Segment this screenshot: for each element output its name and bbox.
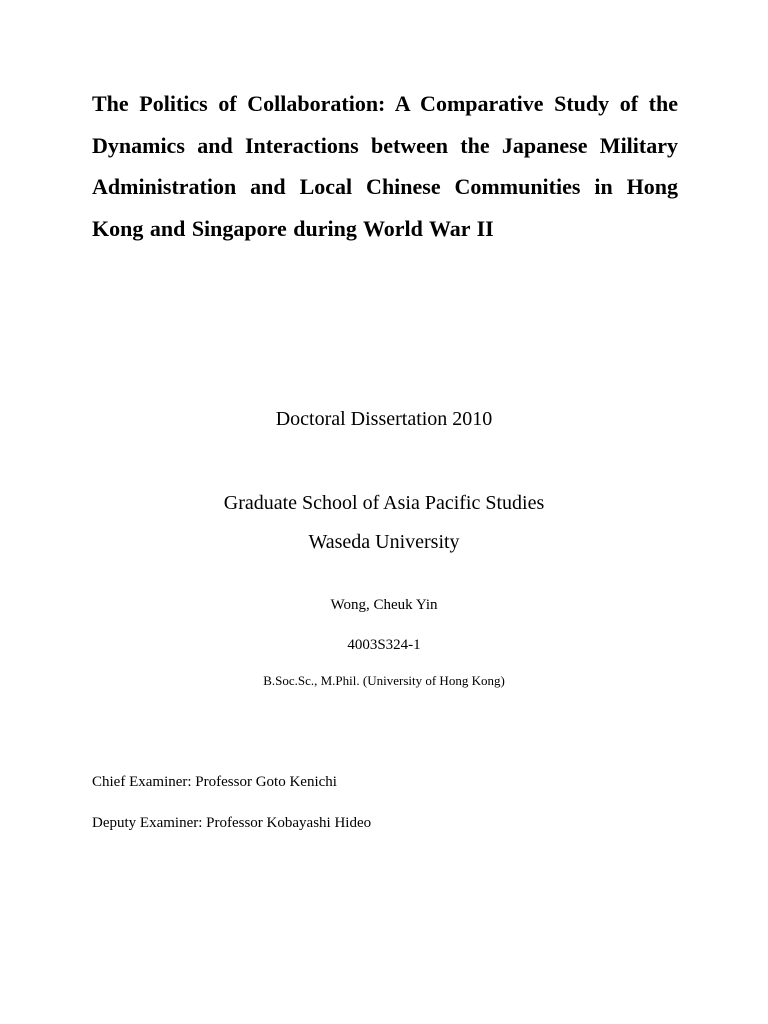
author-qualifications: B.Soc.Sc., M.Phil. (University of Hong Kong) <box>263 673 505 688</box>
institution-block <box>0 484 768 562</box>
student-id: 4003S324-1 <box>347 637 421 653</box>
deputy-examiner: Deputy Examiner: Professor Kobayashi Hideo <box>92 815 372 831</box>
dissertation-title: The Politics of Collaboration: A Comparative Study of the Dynamics and Interactions between the Japanese Military Administration and Local Chinese Communities in Hong Kong and Singapore during World War II <box>92 91 678 241</box>
degree-line: Doctoral Dissertation 2010 <box>275 408 493 430</box>
author-name: Wong, Cheuk Yin <box>330 597 438 613</box>
chief-examiner: Chief Examiner: Professor Goto Kenichi <box>92 774 337 790</box>
school-name: Graduate School of Asia Pacific Studies <box>223 492 545 514</box>
university-name: Waseda University <box>308 531 460 553</box>
